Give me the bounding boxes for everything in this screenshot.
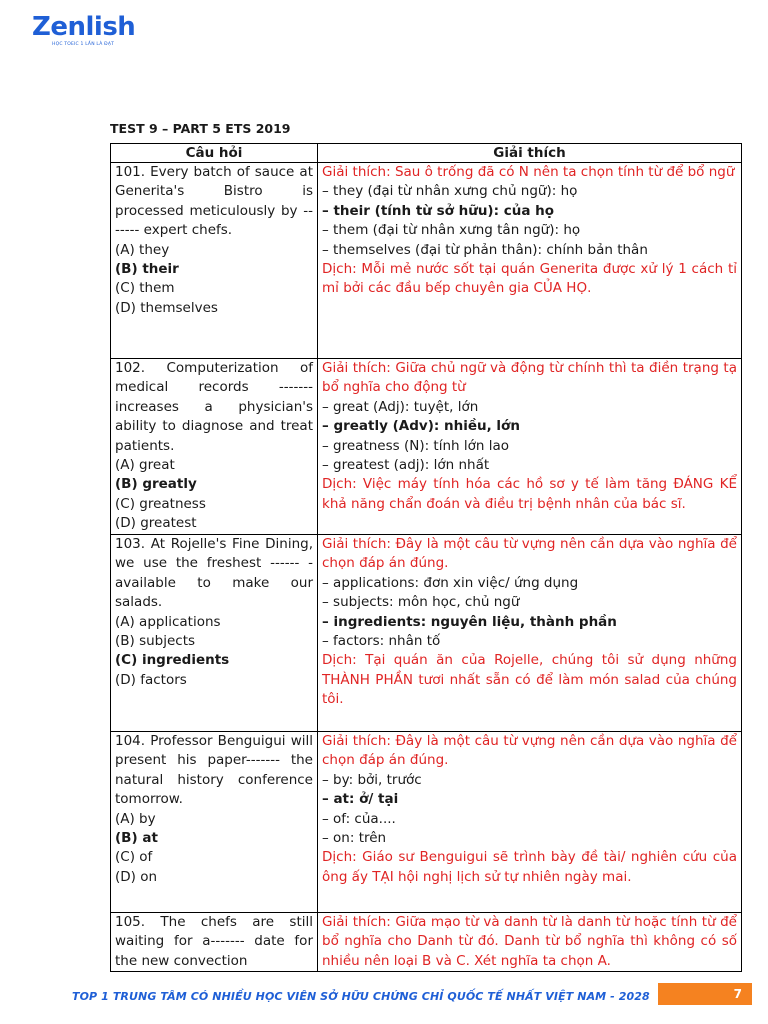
answer-option: (A) applications [115,613,221,630]
explanation-cell [318,913,742,972]
table-row [111,163,742,359]
answer-option: (D) on [115,868,158,885]
table-row [111,535,742,732]
correct-option: (B) greatly [115,476,197,493]
explanation-item: – they (đại từ nhân xưng chủ ngữ): họ [322,183,578,200]
table-header-row [111,144,742,163]
question-stem: 103. At Rojelle's Fine Dining, we use the freshest ------ - available to make our salads. [115,536,313,611]
explanation-item: – of: của.... [322,810,396,827]
explanation-text: Giải thích: Sau ô trống đã có N nên ta chọn tính từ để bổ ngữ [322,164,735,180]
correct-explanation-item: – ingredients: nguyên liệu, thành phần [322,613,617,630]
answer-option: (A) by [115,810,156,827]
explanation-cell [318,732,742,913]
explanation-cell [318,163,742,359]
answer-option: (D) themselves [115,299,218,316]
translation-text: Dịch: Mỗi mẻ nước sốt tại quán Generita được xử lý 1 cách tỉ mỉ bởi các đầu bếp chuyên gia CỦA HỌ. [322,261,737,297]
correct-explanation-item: – at: ở/ tại [322,791,399,808]
page-number: 7 [658,983,752,1005]
table-row [111,913,742,972]
question-cell [111,535,318,732]
question-stem: 104. Professor Benguigui will present his paper------- the natural history conference tomorrow. [115,733,313,808]
answer-option: (D) greatest [115,515,197,532]
question-cell [111,359,318,535]
answer-option: (C) of [115,849,153,866]
question-stem: 101. Every batch of sauce at Generita's Bistro is processed meticulously by ------- expert chefs. [115,164,313,239]
question-table [110,143,742,972]
footer-slogan: TOP 1 TRUNG TÂM CÓ NHIỀU HỌC VIÊN SỞ HỮU CHỨNG CHỈ QUỐC TẾ NHẤT VIỆT NAM - 2028 [72,990,650,1003]
explanation-item: – applications: đơn xin việc/ ứng dụng [322,574,579,591]
explanation-text: Giải thích: Đây là một câu từ vựng nên cần dựa vào nghĩa để chọn đáp án đúng. [322,733,737,769]
answer-option: (C) greatness [115,495,206,512]
answer-option: (A) great [115,457,175,474]
explanation-item: – greatness (N): tính lớn lao [322,437,510,454]
header-explanation: Giải thích [318,144,742,163]
zenlish-logo [32,12,135,47]
translation-text: Dịch: Việc máy tính hóa các hồ sơ y tế làm tăng ĐÁNG KỂ khả năng chẩn đoán và điều trị bệnh nhân của bác sĩ. [322,476,737,512]
table-row [111,359,742,535]
explanation-item: – factors: nhân tố [322,633,441,650]
explanation-item: – themselves (đại từ phản thân): chính bản thân [322,241,648,258]
table-body [111,163,742,972]
explanation-item: – great (Adj): tuyệt, lớn [322,398,479,415]
correct-option: (B) their [115,261,179,278]
question-cell [111,913,318,972]
translation-text: Dịch: Giáo sư Benguigui sẽ trình bày đề tài/ nghiên cứu của ông ấy TẠI hội nghị lịch sử tự nhiên ngày mai. [322,849,737,885]
explanation-cell [318,535,742,732]
table-row [111,732,742,913]
explanation-text: Giải thích: Giữa chủ ngữ và động từ chính thì ta điền trạng tạ bổ nghĩa cho động từ [322,360,737,396]
explanation-item: – subjects: môn học, chủ ngữ [322,594,520,611]
question-stem: 102. Computerization of medical records ------- increases a physician's ability to diagnose and treat patients. [115,360,313,454]
document-title: TEST 9 – PART 5 ETS 2019 [110,121,291,136]
answer-option: (C) them [115,280,175,297]
explanation-item: – on: trên [322,830,387,847]
answer-option: (B) subjects [115,633,196,650]
question-cell [111,163,318,359]
explanation-text: Giải thích: Đây là một câu từ vựng nên cần dựa vào nghĩa để chọn đáp án đúng. [322,536,737,572]
correct-explanation-item: – greatly (Adv): nhiều, lớn [322,418,520,435]
answer-option: (A) they [115,241,170,258]
translation-text: Dịch: Tại quán ăn của Rojelle, chúng tôi sử dụng những THÀNH PHẦN tươi nhất sẵn có để làm món salad của chúng tôi. [322,652,737,708]
answer-option: (D) factors [115,671,187,688]
question-cell [111,732,318,913]
correct-option: (B) at [115,830,158,847]
explanation-cell [318,359,742,535]
logo-wordmark: Zenlish [32,12,136,42]
question-stem: 105. The chefs are still waiting for a------- date for the new convection [115,914,313,969]
correct-option: (C) ingredients [115,652,230,669]
explanation-item: – them (đại từ nhân xưng tân ngữ): họ [322,222,581,239]
logo-tagline: HỌC TOEIC 1 LẦN LÀ ĐẠT [52,42,115,47]
correct-explanation-item: – their (tính từ sở hữu): của họ [322,202,555,219]
explanation-text: Giải thích: Giữa mạo từ và danh từ là danh từ hoặc tính từ để bổ nghĩa cho Danh từ đó. Danh từ bổ nghĩa thì không có số nhiều nên loại B và C. Xét nghĩa ta chọn A. [322,914,737,969]
explanation-item: – by: bởi, trước [322,771,422,788]
explanation-item: – greatest (adj): lớn nhất [322,457,490,474]
header-question: Câu hỏi [111,144,318,163]
